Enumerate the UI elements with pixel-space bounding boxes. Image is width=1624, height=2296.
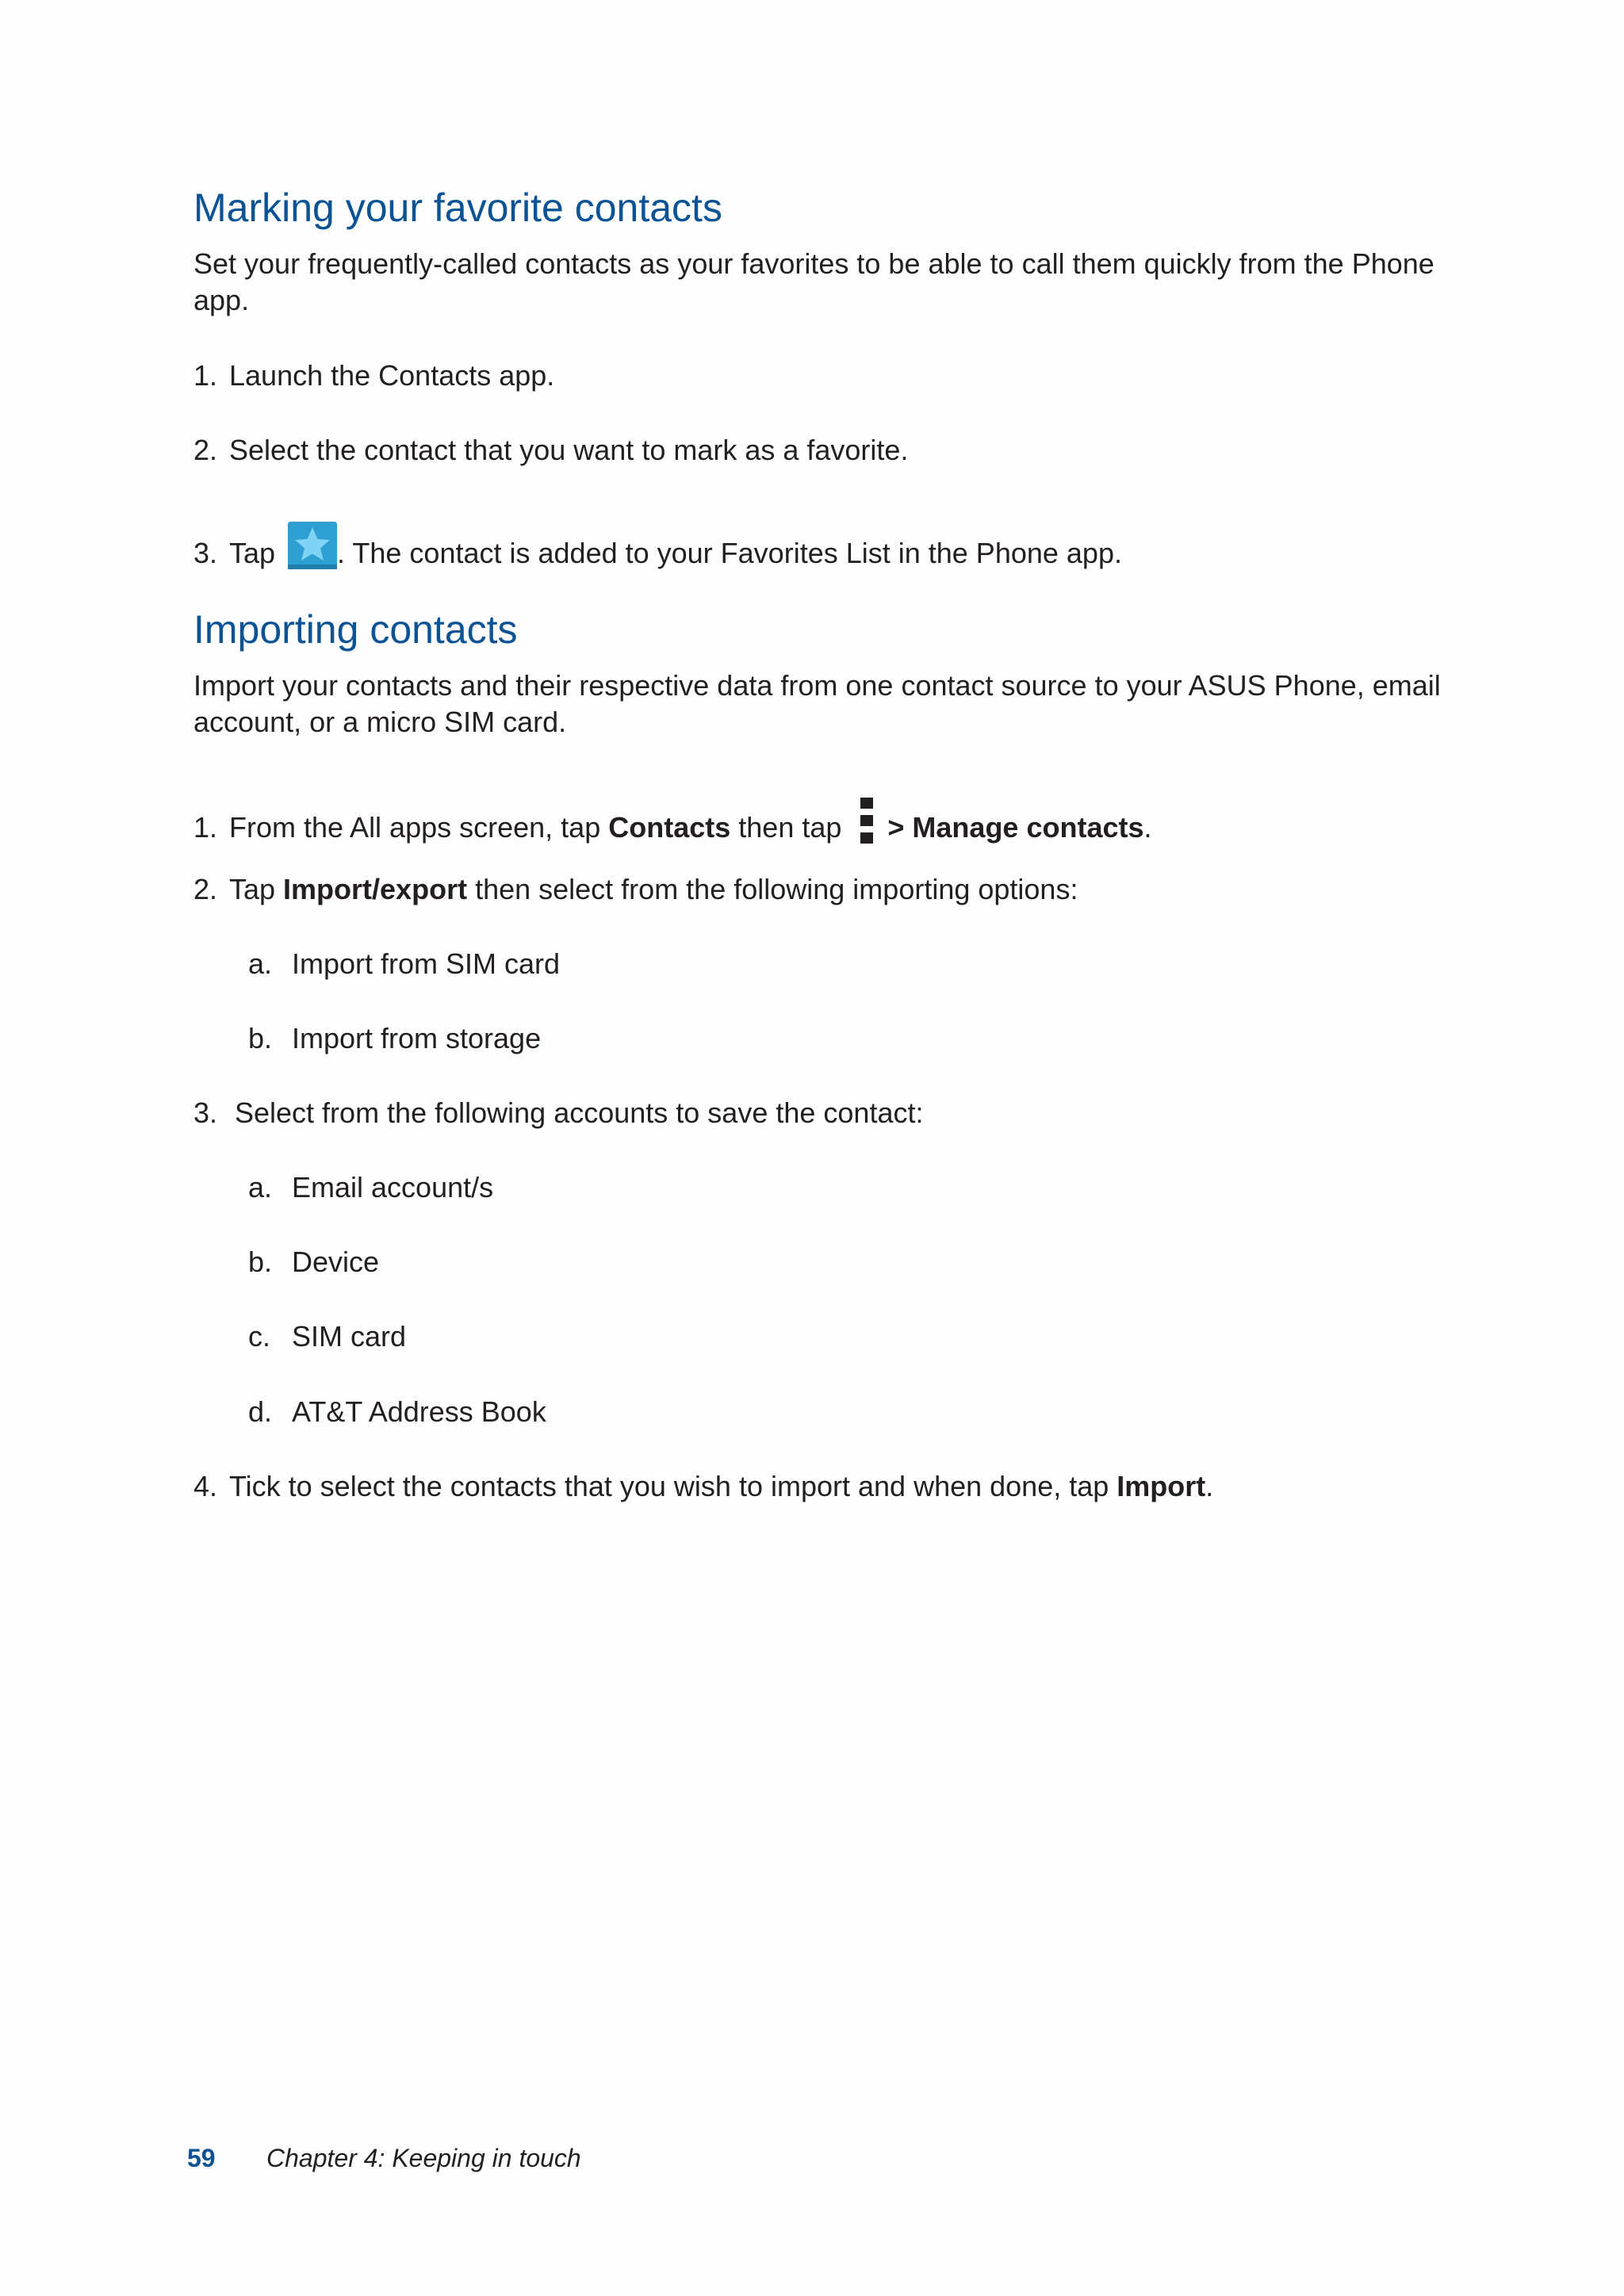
section-intro-favorites: Set your frequently-called contacts as your favorites to be able to call them quickly from the Phone app. (193, 247, 1434, 316)
list-letter: a. (248, 947, 273, 980)
list-item (193, 432, 908, 469)
list-item (248, 1318, 406, 1355)
list-number: 3. (193, 1096, 218, 1129)
bold-text: Import (1116, 1470, 1206, 1502)
list-item (248, 946, 560, 982)
list-item-text: AT&T Address Book (292, 1395, 546, 1428)
list-item (193, 1095, 923, 1131)
list-item-text: Select the contact that you want to mark as a favorite. (229, 434, 909, 466)
section-heading-importing: Importing contacts (193, 607, 518, 652)
list-item (193, 358, 554, 394)
section-intro-importing: Import your contacts and their respective data from one contact source to your ASUS Phone, email account, or a micro SIM card. (193, 669, 1441, 738)
list-number: 3. (193, 537, 218, 569)
list-item-text: Import from SIM card (292, 947, 561, 980)
list-letter: b. (248, 1022, 273, 1054)
chapter-title: Chapter 4: Keeping in touch (266, 2144, 581, 2172)
list-item-text: SIM card (292, 1320, 407, 1353)
page-number: 59 (187, 2144, 216, 2172)
list-item-text: Select from the following accounts to save the contact: (235, 1096, 924, 1129)
list-item-text: Tap (229, 873, 284, 905)
list-item-text: Launch the Contacts app. (229, 359, 555, 392)
list-item-text: . The contact is added to your Favorites List in the Phone app. (337, 537, 1122, 569)
list-item-text: then select from the following importing options: (467, 873, 1078, 905)
list-letter: d. (248, 1395, 273, 1428)
list-number: 2. (193, 873, 218, 905)
list-item (248, 1394, 546, 1430)
list-item (193, 522, 1122, 572)
list-item (193, 796, 1152, 846)
list-item-text: . (1205, 1470, 1214, 1502)
list-item (193, 1468, 1213, 1505)
list-item-text: . (1143, 811, 1152, 844)
star-icon (288, 522, 337, 569)
list-item (248, 1244, 379, 1280)
list-item-text: then tap (730, 811, 850, 844)
list-item-text: Tap (229, 537, 276, 569)
list-item (193, 871, 1078, 908)
list-number: 2. (193, 434, 218, 466)
bold-text: > Manage contacts (887, 811, 1144, 844)
bold-text: Import/export (283, 873, 468, 905)
list-item (248, 1169, 493, 1206)
list-item-text: Import from storage (292, 1022, 542, 1054)
overflow-menu-icon (857, 796, 876, 845)
list-number: 4. (193, 1470, 218, 1502)
list-item-text: From the All apps screen, tap (229, 811, 609, 844)
list-letter: a. (248, 1171, 273, 1203)
bold-text: Contacts (608, 811, 731, 844)
section-heading-favorites: Marking your favorite contacts (193, 186, 722, 230)
list-item-text: Device (292, 1246, 380, 1278)
list-number: 1. (193, 811, 218, 844)
list-number: 1. (193, 359, 218, 392)
list-item-text: Email account/s (292, 1171, 494, 1203)
list-letter: b. (248, 1246, 273, 1278)
list-letter: c. (248, 1320, 271, 1353)
list-item (248, 1020, 541, 1057)
list-item-text: Tick to select the contacts that you wish to import and when done, tap (229, 1470, 1117, 1502)
